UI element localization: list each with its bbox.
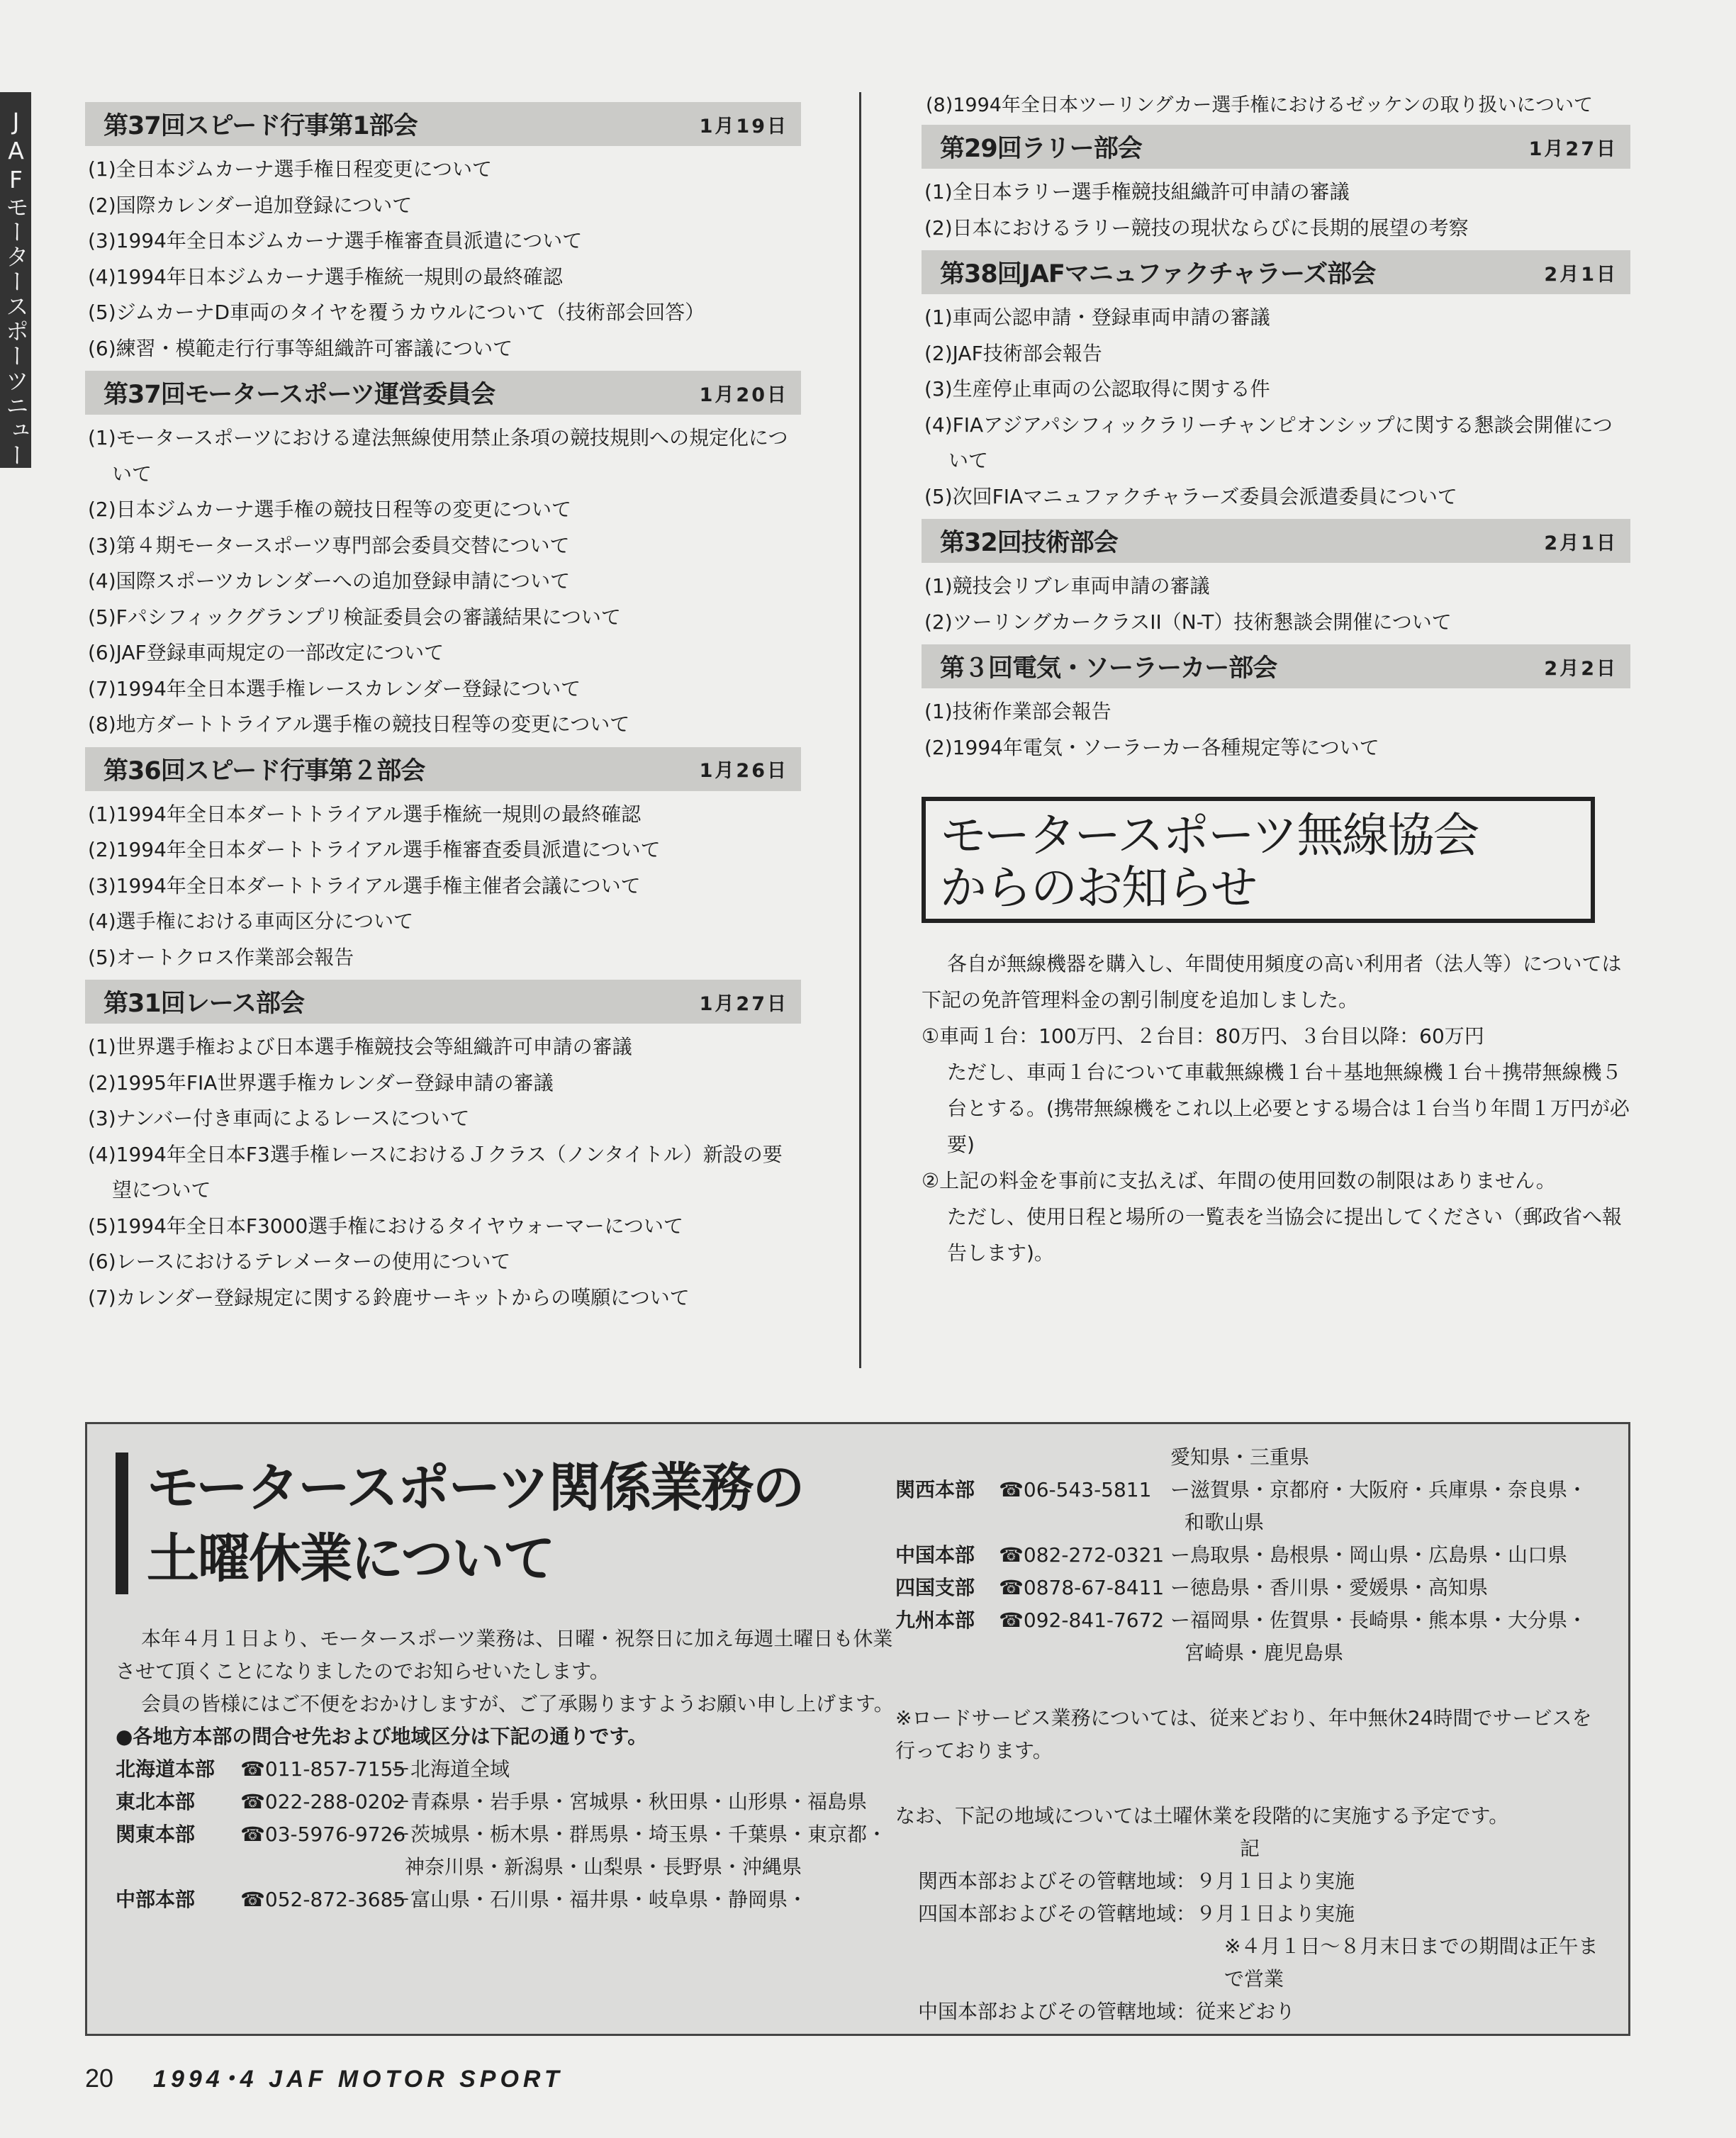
agenda-item: (6)レースにおけるテレメーターの使用について: [88, 1250, 511, 1273]
office-row: [116, 1818, 902, 1884]
agenda-list: [922, 569, 1630, 640]
section-title: 第36回スピード行事第２部会: [103, 756, 425, 785]
agenda-list: [922, 300, 1630, 515]
office-name: 関西本部: [895, 1478, 975, 1501]
agenda-item: (5)次回FIAマニュファクチャラーズ委員会派遣委員について: [924, 484, 1457, 508]
agenda-item: (2)日本におけるラリー競技の現状ならびに長期的展望の考察: [924, 216, 1469, 240]
office-row: [116, 1753, 902, 1786]
section-title: 第31回レース部会: [103, 990, 304, 1018]
phase-intro: なお、下記の地域については土曜休業を段階的に実施する予定です。: [895, 1804, 1509, 1828]
agenda-list: [922, 174, 1630, 246]
section-header: [85, 747, 801, 791]
section-header: [922, 125, 1630, 169]
office-phone: ☎052-872-3685: [240, 1888, 406, 1911]
magazine-issue: 1994･4 JAF MOTOR SPORT: [153, 2066, 564, 2093]
radio-notice-title-line1: モータースポーツ無線協会: [940, 808, 1479, 863]
agenda-item: (3)第４期モータースポーツ専門部会委員交替について: [88, 533, 570, 557]
office-name: 中国本部: [895, 1543, 975, 1567]
office-region: ー鳥取県・島根県・岡山県・広島県・山口県: [1170, 1543, 1568, 1567]
section-title: 第３回電気・ソーラーカー部会: [940, 654, 1277, 683]
saturday-title-line2: 土曜休業について: [147, 1528, 554, 1589]
chubu-continued: [895, 1441, 1604, 1474]
section-header: [922, 250, 1630, 294]
schedule-item: 四国本部およびその管轄地域：９月１日より実施: [918, 1902, 1355, 1925]
agenda-item: (5)オートクロス作業部会報告: [88, 945, 354, 969]
section-header: [922, 644, 1630, 688]
office-region: ー北海道全域: [391, 1757, 510, 1781]
radio-notice-body: [922, 946, 1630, 1271]
section-side-tab: [0, 92, 31, 468]
agenda-list: [85, 797, 801, 976]
agenda-item: (1)世界選手権および日本選手権競技会等組織許可申請の審議: [88, 1035, 632, 1058]
radio-notice-title: [940, 810, 1577, 914]
road-service-note: ※ロードサービス業務については、従来どおり、年中無休24時間でサービスを行っております。: [895, 1706, 1592, 1762]
office-phone: ☎03-5976-9726: [240, 1823, 406, 1846]
office-name: 関東本部: [116, 1823, 196, 1846]
agenda-item: (5)1994年全日本F3000選手権におけるタイヤウォーマーについて: [88, 1214, 684, 1238]
section-title: 第32回技術部会: [940, 529, 1118, 557]
page-number: 20: [85, 2064, 114, 2093]
agenda-item: (1)車両公認申請・登録車両申請の審議: [924, 306, 1270, 329]
agenda-item: (6)練習・模範走行行事等組織許可審議について: [88, 336, 513, 360]
right-sections: [922, 125, 1630, 766]
column-divider: [859, 92, 861, 1368]
phone-icon: ☎: [999, 1576, 1024, 1599]
office-phone: ☎092-841-7672: [999, 1608, 1165, 1632]
meeting-section: [922, 644, 1630, 766]
section-date: 2月2日: [1544, 657, 1618, 680]
section-header: [922, 519, 1630, 563]
agenda-item: (7)カレンダー登録規定に関する鈴鹿サーキットからの嘆願について: [88, 1285, 690, 1309]
phone-icon: ☎: [240, 1790, 265, 1813]
office-name: 中部本部: [116, 1888, 196, 1911]
schedule-note: ※４月１日～８月末日までの期間は正午まで営業: [1224, 1935, 1598, 1991]
agenda-item: (7)1994年全日本選手権レースカレンダー登録について: [88, 676, 581, 700]
carryover-item: (8)1994年全日本ツーリングカー選手権におけるゼッケンの取り扱いについて: [926, 94, 1593, 116]
phone-icon: ☎: [999, 1543, 1024, 1567]
saturday-closure-box: [85, 1422, 1630, 2036]
meeting-section: [922, 125, 1630, 246]
office-name: 四国支部: [895, 1576, 975, 1599]
chubu-continued-region: 愛知県・三重県: [1170, 1445, 1310, 1469]
meeting-section: [85, 102, 801, 366]
agenda-item: (2)1994年全日本ダートトライアル選手権審査委員派遣について: [88, 838, 661, 861]
section-title: 第29回ラリー部会: [940, 135, 1142, 163]
right-column: [922, 88, 1630, 1271]
office-row: [895, 1474, 1604, 1539]
office-name: 九州本部: [895, 1608, 975, 1632]
agenda-item: (1)モータースポーツにおける違法無線使用禁止条項の競技規則への規定化について: [88, 426, 788, 486]
section-date: 1月27日: [1528, 138, 1618, 160]
agenda-item: (1)1994年全日本ダートトライアル選手権統一規則の最終確認: [88, 802, 642, 826]
office-list-right: [895, 1474, 1604, 1669]
agenda-item: (6)JAF登録車両規定の一部改定について: [88, 641, 444, 664]
agenda-item: (3)1994年全日本ジムカーナ選手権審査員派遣について: [88, 229, 583, 252]
agenda-item: (2)日本ジムカーナ選手権の競技日程等の変更について: [88, 498, 571, 521]
section-date: 1月20日: [699, 384, 788, 406]
schedule-item: 関西本部およびその管轄地域：９月１日より実施: [918, 1869, 1355, 1893]
agenda-item: (4)国際スポーツカレンダーへの追加登録申請について: [88, 569, 571, 593]
office-name: 北海道本部: [116, 1757, 215, 1781]
saturday-para1: 本年４月１日より、モータースポーツ業務は、日曜・祝祭日に加え毎週土曜日も休業させて頂くことになりましたのでお知らせいたします。: [116, 1627, 893, 1683]
meeting-section: [922, 519, 1630, 640]
agenda-item: (3)1994年全日本ダートトライアル選手権主催者会議について: [88, 873, 641, 897]
office-region: ー富山県・石川県・福井県・岐阜県・静岡県・: [391, 1888, 808, 1911]
radio-notice-point1-note: ただし、車両１台について車載無線機１台＋基地無線機１台＋携帯無線機５台とする。(携帯無線機をこれ以上必要とする場合は１台当り年間１万円が必要): [947, 1060, 1630, 1156]
radio-notice-title-line2: からのお知らせ: [940, 861, 1257, 915]
agenda-item: (4)1994年日本ジムカーナ選手権統一規則の最終確認: [88, 264, 563, 289]
office-row: [895, 1539, 1604, 1572]
phone-icon: ☎: [240, 1823, 265, 1846]
meeting-section: [85, 747, 801, 976]
agenda-item: (8)地方ダートトライアル選手権の競技日程等の変更について: [88, 712, 630, 736]
contact-heading: ●各地方本部の問合せ先および地域区分は下記の通りです。: [116, 1725, 648, 1748]
agenda-list: [85, 1029, 801, 1316]
meeting-section: [922, 250, 1630, 515]
section-header: [85, 102, 801, 146]
section-date: 2月1日: [1544, 532, 1618, 554]
saturday-left: [116, 1453, 902, 1916]
office-name: 東北本部: [116, 1790, 196, 1813]
agenda-item: (2)国際カレンダー追加登録について: [88, 193, 413, 217]
office-region: ー茨城県・栃木県・群馬県・埼玉県・千葉県・東京都・神奈川県・新潟県・山梨県・長野県・沖縄県: [391, 1823, 887, 1879]
agenda-item: (5)ジムカーナD車両のタイヤを覆うカウルについて（技術部会回答）: [88, 301, 705, 324]
saturday-para2: 会員の皆様にはご不便をおかけしますが、ご了承賜りますようお願い申し上げます。: [141, 1692, 894, 1716]
office-phone: ☎022-288-0202: [240, 1790, 406, 1813]
saturday-title-line1: モータースポーツ関係業務の: [147, 1457, 804, 1518]
section-title: 第37回スピード行事第1部会: [103, 112, 418, 140]
agenda-item: (3)ナンバー付き車両によるレースについて: [88, 1107, 470, 1130]
office-row: [895, 1572, 1604, 1604]
agenda-item: (2)JAF技術部会報告: [924, 341, 1102, 365]
phone-icon: ☎: [999, 1478, 1024, 1501]
meeting-section: [85, 980, 801, 1316]
saturday-right: [895, 1441, 1604, 2028]
section-header: [85, 371, 801, 415]
section-date: 1月19日: [699, 115, 788, 138]
radio-notice-point2-note: ただし、使用日程と場所の一覧表を当協会に提出してください（郵政省へ報告します)。: [947, 1205, 1623, 1265]
schedule-item: 中国本部およびその管轄地域：従来どおり: [918, 2000, 1296, 2023]
office-region: ー青森県・岩手県・宮城県・秋田県・山形県・福島県: [391, 1790, 868, 1813]
office-list-left: [116, 1753, 902, 1916]
agenda-item: (1)競技会リブレ車両申請の審議: [924, 574, 1210, 598]
section-date: 1月27日: [699, 992, 788, 1015]
side-tab-label: JAFモータースポーツニュー: [2, 108, 30, 468]
office-phone: ☎011-857-7155: [240, 1757, 406, 1781]
section-date: 1月26日: [699, 760, 788, 782]
radio-notice-intro: 各自が無線機器を購入し、年間使用頻度の高い利用者（法人等）については下記の免許管理料金の割引制度を追加しました。: [922, 952, 1622, 1012]
office-row: [895, 1604, 1604, 1669]
office-phone: ☎0878-67-8411: [999, 1576, 1165, 1599]
radio-notice-point1: ①車両１台：100万円、２台目：80万円、３台目以降：60万円: [922, 1024, 1484, 1048]
agenda-item: (5)Fパシフィックグランプリ検証委員会の審議結果について: [88, 605, 621, 629]
office-region: ー徳島県・香川県・愛媛県・高知県: [1170, 1576, 1489, 1599]
office-phone: ☎082-272-0321: [999, 1543, 1165, 1567]
section-header: [85, 980, 801, 1024]
agenda-item: (4)FIAアジアパシフィックラリーチャンピオンシップに関する懇談会開催について: [924, 413, 1613, 472]
radio-notice-box: [922, 797, 1595, 923]
saturday-title: [116, 1453, 902, 1594]
phone-icon: ☎: [240, 1888, 265, 1911]
phone-icon: ☎: [999, 1608, 1024, 1632]
agenda-item: (4)選手権における車両区分について: [88, 910, 414, 933]
agenda-item: (1)技術作業部会報告: [924, 700, 1111, 723]
radio-notice-point2: ②上記の料金を事前に支払えば、年間の使用回数の制限はありません。: [922, 1169, 1556, 1192]
page-footer: [85, 2059, 564, 2094]
phone-icon: ☎: [240, 1757, 265, 1781]
office-region: ー福岡県・佐賀県・長崎県・熊本県・大分県・宮崎県・鹿児島県: [1170, 1608, 1588, 1664]
agenda-list: [85, 420, 801, 743]
agenda-item: (2)1994年電気・ソーラーカー各種規定等について: [924, 735, 1379, 759]
ki-label: 記: [1239, 1837, 1260, 1860]
office-row: [116, 1786, 902, 1818]
office-row: [116, 1884, 902, 1916]
office-region: ー滋賀県・京都府・大阪府・兵庫県・奈良県・和歌山県: [1170, 1478, 1588, 1534]
agenda-item: (2)1995年FIA世界選手権カレンダー登録申請の審議: [88, 1070, 554, 1095]
agenda-item: (3)生産停止車両の公認取得に関する件: [924, 377, 1270, 401]
agenda-list: [85, 152, 801, 366]
agenda-list: [922, 694, 1630, 766]
section-title: 第38回JAFマニュファクチャラーズ部会: [940, 260, 1376, 289]
section-date: 2月1日: [1544, 263, 1618, 286]
office-phone: ☎06-543-5811: [999, 1478, 1152, 1501]
left-column: [85, 102, 801, 1320]
agenda-item: (1)全日本ラリー選手権競技組織許可申請の審議: [924, 180, 1350, 203]
agenda-item: (1)全日本ジムカーナ選手権日程変更について: [88, 157, 492, 181]
agenda-item: (4)1994年全日本F3選手権レースにおけるＪクラス（ノンタイトル）新設の要望について: [88, 1142, 783, 1202]
section-title: 第37回モータースポーツ運営委員会: [103, 381, 495, 409]
meeting-section: [85, 371, 801, 743]
agenda-item: (2)ツーリングカークラスII（N-T）技術懇談会開催について: [924, 610, 1452, 634]
